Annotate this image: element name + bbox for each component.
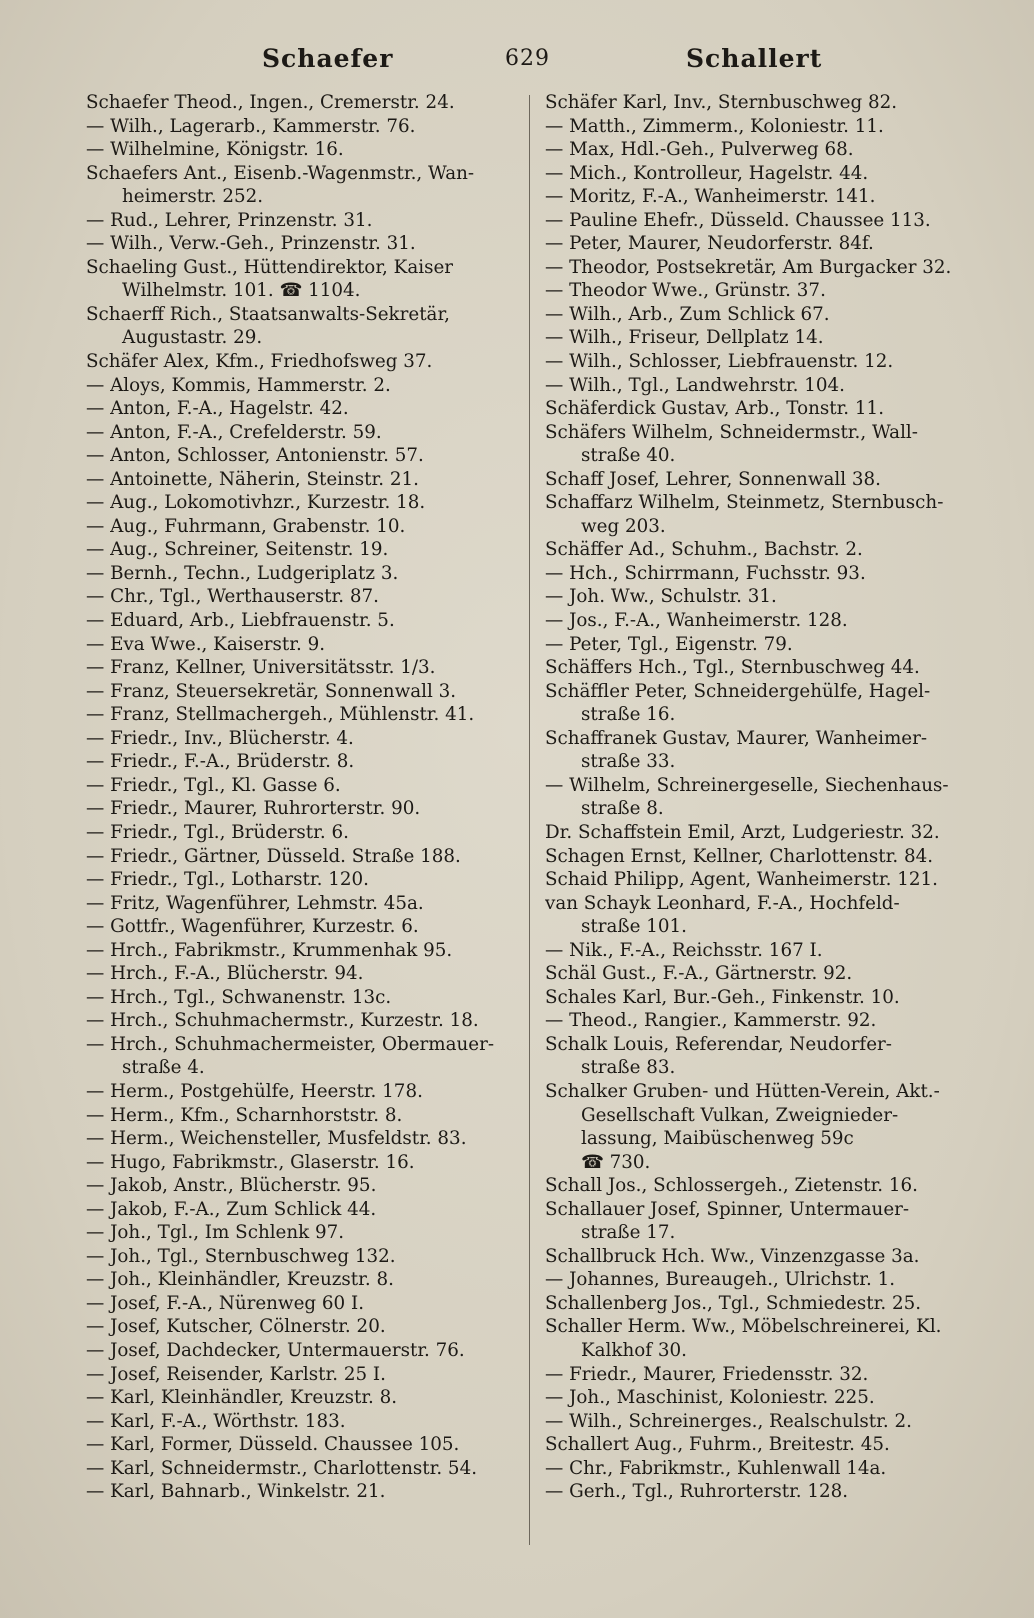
directory-entry-line: Dr. Schaffstein Emil, Arzt, Ludgeriestr. 32. bbox=[545, 821, 940, 843]
directory-entry-line: Schales Karl, Bur.-Geh., Finkenstr. 10. bbox=[545, 986, 900, 1008]
directory-entry-line: — Friedr., Maurer, Friedensstr. 32. bbox=[545, 1363, 869, 1385]
directory-entry-line: — Friedr., Gärtner, Düsseld. Straße 188. bbox=[86, 845, 461, 867]
directory-entry-line: Schäfer Karl, Inv., Sternbuschweg 82. bbox=[545, 92, 898, 113]
directory-entry-line: — Friedr., Tgl., Kl. Gasse 6. bbox=[86, 774, 341, 796]
directory-entry-line: straße 83. bbox=[581, 1057, 676, 1079]
directory-entry-line: — Franz, Kellner, Universitätsstr. 1/3. bbox=[86, 657, 436, 679]
directory-entry-line: — Friedr., Inv., Blücherstr. 4. bbox=[86, 727, 354, 749]
directory-entry-line: — Rud., Lehrer, Prinzenstr. 31. bbox=[86, 209, 373, 231]
directory-entry-line: — Aug., Schreiner, Seitenstr. 19. bbox=[86, 539, 389, 561]
directory-entry-line: Schallenberg Jos., Tgl., Schmiedestr. 25. bbox=[545, 1292, 922, 1314]
directory-entry-line: — Wilh., Verw.-Geh., Prinzenstr. 31. bbox=[86, 233, 416, 255]
directory-entry-line: — Wilh., Schlosser, Liebfrauenstr. 12. bbox=[545, 351, 894, 373]
directory-entry-line: — Antoinette, Näherin, Steinstr. 21. bbox=[86, 468, 419, 490]
directory-entry-line: Schalker Gruben- und Hütten-Verein, Akt.- bbox=[545, 1080, 940, 1102]
directory-entry-line: — Josef, Kutscher, Cölnerstr. 20. bbox=[86, 1316, 386, 1338]
directory-entry-line: — Franz, Steuersekretär, Sonnenwall 3. bbox=[86, 680, 457, 702]
directory-entry-line: Schaefers Ant., Eisenb.-Wagenmstr., Wan- bbox=[86, 162, 475, 184]
directory-entry-line: — Eduard, Arb., Liebfrauenstr. 5. bbox=[86, 610, 395, 632]
directory-entry-line: — Theod., Rangier., Kammerstr. 92. bbox=[545, 1010, 877, 1032]
directory-entry-line: straße 40. bbox=[581, 445, 676, 467]
directory-entry-line: — Eva Wwe., Kaiserstr. 9. bbox=[86, 633, 326, 655]
directory-entry-line: — Karl, F.-A., Wörthstr. 183. bbox=[86, 1410, 346, 1432]
directory-entry-line: — Herm., Weichensteller, Musfeldstr. 83. bbox=[86, 1128, 467, 1150]
directory-entry-line: Wilhelmstr. 101. ☎ 1104. bbox=[122, 280, 361, 302]
directory-entry-line: Schäl Gust., F.-A., Gärtnerstr. 92. bbox=[545, 963, 853, 985]
directory-entry-line: — Joh., Maschinist, Koloniestr. 225. bbox=[545, 1387, 875, 1409]
directory-entry-line: — Wilhelm, Schreinergeselle, Siechenhaus- bbox=[545, 774, 949, 796]
directory-entry-line: — Aug., Lokomotivhzr., Kurzestr. 18. bbox=[86, 492, 426, 514]
directory-entry-line: — Wilh., Schreinerges., Realschulstr. 2. bbox=[545, 1410, 912, 1432]
directory-entry-line: — Hrch., Schuhmachermeister, Obermauer- bbox=[86, 1033, 494, 1055]
directory-entry-line: — Aug., Fuhrmann, Grabenstr. 10. bbox=[86, 515, 406, 537]
directory-entry-line: — Max, Hdl.-Geh., Pulverweg 68. bbox=[545, 139, 854, 161]
directory-entry-line: — Anton, F.-A., Hagelstr. 42. bbox=[86, 398, 349, 420]
directory-entry-line: ☎ 730. bbox=[581, 1151, 651, 1173]
directory-entry-line: — Hrch., Tgl., Schwanenstr. 13c. bbox=[86, 986, 392, 1008]
directory-entry-line: — Hch., Schirrmann, Fuchsstr. 93. bbox=[545, 562, 866, 584]
directory-entry-line: Schallbruck Hch. Ww., Vinzenzgasse 3a. bbox=[545, 1245, 920, 1267]
directory-entry-line: — Moritz, F.-A., Wanheimerstr. 141. bbox=[545, 186, 876, 208]
directory-entry-line: — Herm., Postgehülfe, Heerstr. 178. bbox=[86, 1080, 423, 1102]
directory-entry-line: straße 16. bbox=[581, 704, 676, 726]
directory-entry-line: — Herm., Kfm., Scharnhorststr. 8. bbox=[86, 1104, 403, 1126]
directory-entry-line: Schäfer Alex, Kfm., Friedhofsweg 37. bbox=[86, 351, 433, 373]
directory-entry-line: Schallert Aug., Fuhrm., Breitestr. 45. bbox=[545, 1434, 890, 1456]
directory-entry-line: Kalkhof 30. bbox=[581, 1339, 687, 1361]
directory-entry-line: — Fritz, Wagenführer, Lehmstr. 45a. bbox=[86, 892, 424, 914]
directory-entry-line: — Friedr., Maurer, Ruhrorterstr. 90. bbox=[86, 798, 421, 820]
directory-entry-line: straße 8. bbox=[581, 798, 664, 820]
left-column bbox=[86, 91, 514, 1504]
directory-entry-line: Schaid Philipp, Agent, Wanheimerstr. 121. bbox=[545, 869, 938, 891]
directory-entry-line: — Karl, Bahnarb., Winkelstr. 21. bbox=[86, 1481, 386, 1503]
directory-entry-line: — Friedr., F.-A., Brüderstr. 8. bbox=[86, 751, 355, 773]
directory-entry-line: — Chr., Fabrikmstr., Kuhlenwall 14a. bbox=[545, 1457, 887, 1479]
directory-entry-line: — Wilh., Friseur, Dellplatz 14. bbox=[545, 327, 824, 349]
page-number: 629 bbox=[505, 46, 550, 71]
directory-entry-line: — Nik., F.-A., Reichsstr. 167 I. bbox=[545, 939, 823, 961]
directory-entry-line: Schaerff Rich., Staatsanwalts-Sekretär, bbox=[86, 303, 450, 325]
page-header bbox=[0, 44, 1034, 80]
directory-entry-line: — Peter, Maurer, Neudorferstr. 84f. bbox=[545, 233, 874, 255]
directory-entry-line: lassung, Maibüschenweg 59c bbox=[581, 1128, 854, 1150]
directory-entry-line: — Mich., Kontrolleur, Hagelstr. 44. bbox=[545, 162, 869, 184]
directory-entry-line: Schaffarz Wilhelm, Steinmetz, Sternbusch- bbox=[545, 492, 944, 514]
directory-entry-line: — Friedr., Tgl., Lotharstr. 120. bbox=[86, 869, 369, 891]
directory-entry-line: — Wilh., Arb., Zum Schlick 67. bbox=[545, 303, 830, 325]
directory-entry-line: — Anton, Schlosser, Antonienstr. 57. bbox=[86, 445, 424, 467]
directory-entry-line: Schaffranek Gustav, Maurer, Wanheimer- bbox=[545, 727, 928, 749]
header-left-keyword: Schaefer bbox=[262, 44, 394, 73]
directory-entry-line: weg 203. bbox=[581, 515, 666, 537]
directory-entry-line: — Karl, Former, Düsseld. Chaussee 105. bbox=[86, 1434, 460, 1456]
directory-entry-line: — Hrch., Fabrikmstr., Krummenhak 95. bbox=[86, 939, 453, 961]
directory-entry-line: — Theodor Wwe., Grünstr. 37. bbox=[545, 280, 826, 302]
column-divider bbox=[529, 95, 530, 1545]
directory-entry-line: — Wilhelmine, Königstr. 16. bbox=[86, 139, 344, 161]
directory-entry-line: — Bernh., Techn., Ludgeriplatz 3. bbox=[86, 562, 399, 584]
directory-entry-line: — Chr., Tgl., Werthauserstr. 87. bbox=[86, 586, 379, 608]
directory-entry-line: Schaefer Theod., Ingen., Cremerstr. 24. bbox=[86, 92, 455, 113]
directory-entry-line: — Jakob, Anstr., Blücherstr. 95. bbox=[86, 1175, 377, 1197]
directory-entry-line: — Gerh., Tgl., Ruhrorterstr. 128. bbox=[545, 1481, 849, 1503]
directory-entry-line: — Wilh., Tgl., Landwehrstr. 104. bbox=[545, 374, 845, 396]
directory-entry-line: van Schayk Leonhard, F.-A., Hochfeld- bbox=[545, 892, 900, 914]
directory-entry-line: — Karl, Schneidermstr., Charlottenstr. 54. bbox=[86, 1457, 478, 1479]
directory-entry-line: Schäfers Wilhelm, Schneidermstr., Wall- bbox=[545, 421, 918, 443]
directory-entry-line: — Josef, F.-A., Nürenweg 60 I. bbox=[86, 1292, 365, 1314]
directory-entry-line: Schaller Herm. Ww., Möbelschreinerei, Kl. bbox=[545, 1316, 942, 1338]
directory-entry-line: — Aloys, Kommis, Hammerstr. 2. bbox=[86, 374, 391, 396]
directory-entry-line: — Josef, Dachdecker, Untermauerstr. 76. bbox=[86, 1339, 465, 1361]
directory-entry-line: straße 101. bbox=[581, 916, 687, 938]
directory-entry-line: Schalk Louis, Referendar, Neudorfer- bbox=[545, 1033, 892, 1055]
directory-entry-line: — Pauline Ehefr., Düsseld. Chaussee 113. bbox=[545, 209, 931, 231]
directory-entry-line: Schäferdick Gustav, Arb., Tonstr. 11. bbox=[545, 398, 885, 420]
right-column bbox=[545, 91, 985, 1504]
directory-entry-line: — Josef, Reisender, Karlstr. 25 I. bbox=[86, 1363, 386, 1385]
directory-entry-line: Schallauer Josef, Spinner, Untermauer- bbox=[545, 1198, 910, 1220]
directory-entry-line: Schagen Ernst, Kellner, Charlottenstr. 84. bbox=[545, 845, 934, 867]
directory-entry-line: Augustastr. 29. bbox=[122, 327, 263, 349]
directory-entry-line: straße 33. bbox=[581, 751, 676, 773]
directory-entry-line: — Joh. Ww., Schulstr. 31. bbox=[545, 586, 777, 608]
directory-entry-line: — Joh., Tgl., Im Schlenk 97. bbox=[86, 1222, 345, 1244]
directory-entry-line: heimerstr. 252. bbox=[122, 186, 264, 208]
directory-entry-line: Schall Jos., Schlossergeh., Zietenstr. 16. bbox=[545, 1175, 918, 1197]
directory-entry-line: — Jos., F.-A., Wanheimerstr. 128. bbox=[545, 610, 848, 632]
directory-entry-line: — Jakob, F.-A., Zum Schlick 44. bbox=[86, 1198, 377, 1220]
directory-entry-line: — Joh., Tgl., Sternbuschweg 132. bbox=[86, 1245, 396, 1267]
directory-entry-line: — Wilh., Lagerarb., Kammerstr. 76. bbox=[86, 115, 416, 137]
directory-entry-line: straße 17. bbox=[581, 1222, 676, 1244]
directory-entry-line: — Anton, F.-A., Crefelderstr. 59. bbox=[86, 421, 382, 443]
directory-entry-line: Schaeling Gust., Hüttendirektor, Kaiser bbox=[86, 256, 454, 278]
directory-entry-line: Gesellschaft Vulkan, Zweignieder- bbox=[581, 1104, 899, 1126]
directory-entry-line: — Hrch., Schuhmachermstr., Kurzestr. 18. bbox=[86, 1010, 479, 1032]
directory-entry-line: straße 4. bbox=[122, 1057, 205, 1079]
directory-entry-line: — Gottfr., Wagenführer, Kurzestr. 6. bbox=[86, 916, 419, 938]
directory-entry-line: — Hrch., F.-A., Blücherstr. 94. bbox=[86, 963, 364, 985]
directory-entry-line: — Franz, Stellmachergeh., Mühlenstr. 41. bbox=[86, 704, 475, 726]
header-right-keyword: Schallert bbox=[686, 44, 823, 73]
directory-entry-line: — Matth., Zimmerm., Koloniestr. 11. bbox=[545, 115, 884, 137]
directory-entry-line: — Peter, Tgl., Eigenstr. 79. bbox=[545, 633, 793, 655]
directory-entry-line: — Friedr., Tgl., Brüderstr. 6. bbox=[86, 821, 349, 843]
directory-entry-line: — Joh., Kleinhändler, Kreuzstr. 8. bbox=[86, 1269, 394, 1291]
directory-entry-line: Schäffer Ad., Schuhm., Bachstr. 2. bbox=[545, 539, 863, 561]
directory-entry-line: — Hugo, Fabrikmstr., Glaserstr. 16. bbox=[86, 1151, 415, 1173]
directory-entry-line: Schaff Josef, Lehrer, Sonnenwall 38. bbox=[545, 468, 881, 490]
directory-entry-line: Schäffler Peter, Schneidergehülfe, Hagel- bbox=[545, 680, 931, 702]
directory-entry-line: — Theodor, Postsekretär, Am Burgacker 32. bbox=[545, 256, 952, 278]
directory-entry-line: — Johannes, Bureaugeh., Ulrichstr. 1. bbox=[545, 1269, 896, 1291]
directory-entry-line: — Karl, Kleinhändler, Kreuzstr. 8. bbox=[86, 1387, 398, 1409]
directory-entry-line: Schäffers Hch., Tgl., Sternbuschweg 44. bbox=[545, 657, 920, 679]
